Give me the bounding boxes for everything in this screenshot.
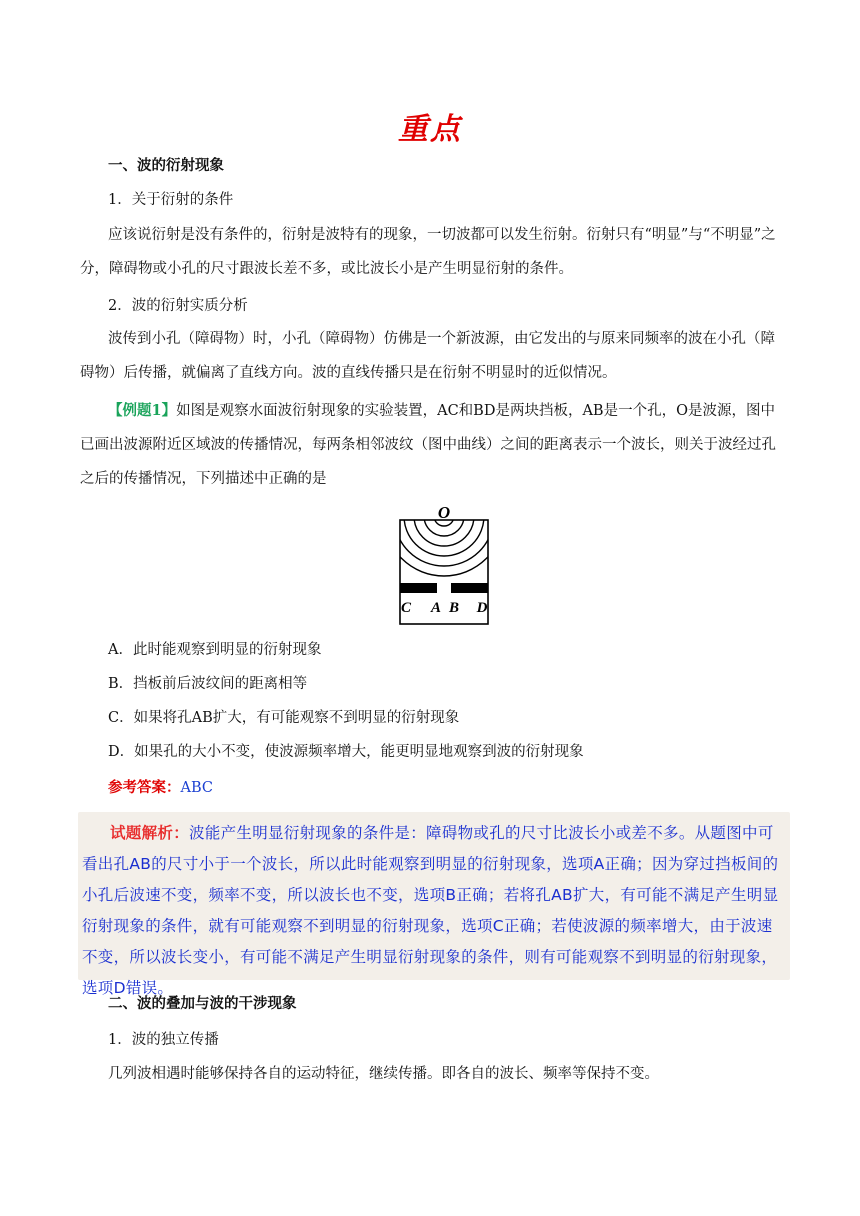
option-c: C．如果将孔AB扩大，有可能观察不到明显的衍射现象 [108,710,460,726]
page-title: 重点 [398,112,462,147]
section2-heading: 二、波的叠加与波的干涉现象 [108,995,297,1012]
diffraction-figure [396,498,492,626]
section1-item2-text: 波传到小孔（障碍物）时，小孔（障碍物）仿佛是一个新波源，由它发出的与原来同频率的波在小孔（障碍物）后传播，就偏离了直线方向。波的直线传播只是在衍射不明显时的近似情况。 [80,331,775,381]
section1-item1-title: 1．关于衍射的条件 [108,192,234,208]
section1-item1-text: 应该说衍射是没有条件的，衍射是波特有的现象，一切波都可以发生衍射。衍射只有“明显”与“不明显”之分，障碍物或小孔的尺寸跟波长差不多，或比波长小是产生明显衍射的条件。 [80,227,776,277]
section2-item1-text: 几列波相遇时能够保持各自的运动特征，继续传播。即各自的波长、频率等保持不变。 [108,1066,659,1082]
barrier-bd [451,583,488,593]
section2-item1-title: 1．波的独立传播 [108,1032,219,1048]
example-question [80,394,780,496]
analysis-label: 试题解析： [110,824,190,842]
option-d: D．如果孔的大小不变，使波源频率增大，能更明显地观察到波的衍射现象 [108,744,584,760]
figure-label-b: B [448,600,460,616]
figure-source-label: O [437,503,451,522]
option-b: B．挡板前后波纹间的距离相等 [108,676,308,692]
answer-value: ABC [180,780,213,796]
answer-line [108,778,213,798]
section1-item2-title: 2．波的衍射实质分析 [108,298,248,314]
figure-label-d: D [476,600,488,616]
example-text: 如图是观察水面波衍射现象的实验装置，AC和BD是两块挡板，AB是一个孔，O是波源，图中已画出波源附近区域波的传播情况，每两条相邻波纹（图中曲线）之间的距离表示一个波长，则关于波经过孔之后的传播情况，下列描述中正确的是 [80,403,776,487]
analysis-text: 波能产生明显衍射现象的条件是：障碍物或孔的尺寸比波长小或差不多。从题图中可看出孔AB的尺寸小于一个波长，所以此时能观察到明显的衍射现象，选项A正确；因为穿过挡板间的小孔后波速不变，频率不变，所以波长也不变，选项B正确；若将孔AB扩大，有可能不满足产生明显衍射现象的条件，就有可能观察不到明显的衍射现象，选项C正确；若使波源的频率增大，由于波速不变，所以波长变小，有可能不满足产生明显衍射现象的条件，则有可能观察不到明显的衍射现象，选项D错误。 [82,824,779,997]
example-label: 【例题1】 [108,402,177,419]
analysis-box [78,812,790,997]
option-a: A．此时能观察到明显的衍射现象 [108,642,322,658]
figure-label-a: A [430,600,442,616]
figure-label-c: C [400,600,412,616]
answer-label: 参考答案： [108,779,181,796]
section1-heading: 一、波的衍射现象 [108,157,224,174]
barrier-ac [400,583,437,593]
